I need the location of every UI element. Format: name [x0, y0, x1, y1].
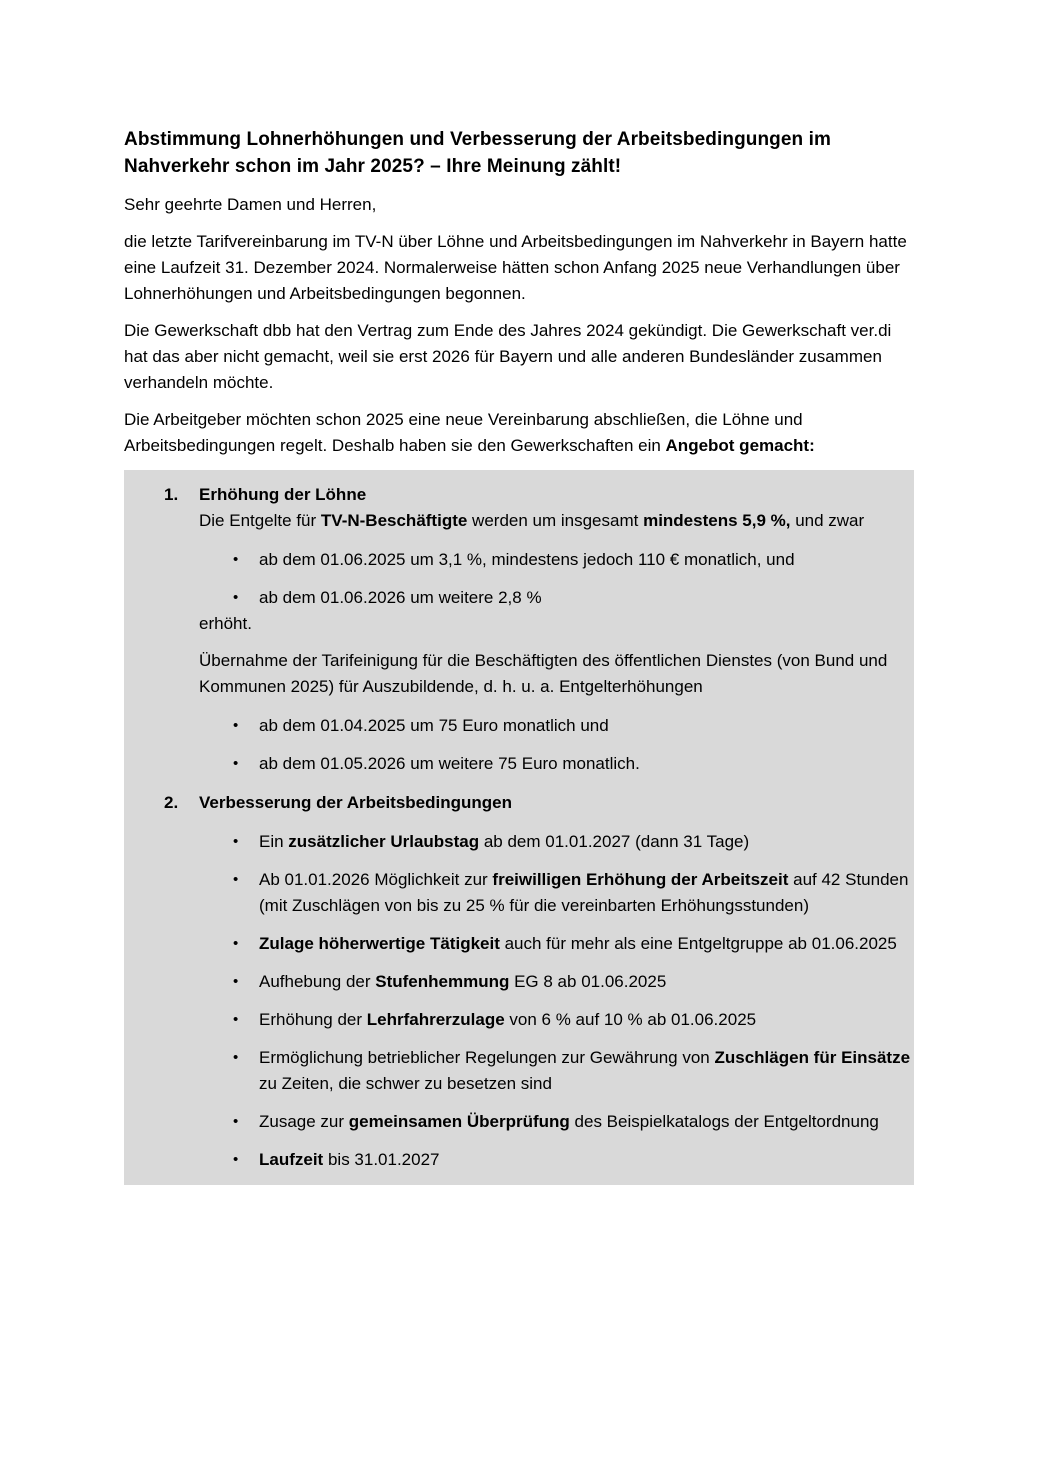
bullet-item — [233, 1147, 914, 1173]
offer-item-1-paragraph-tarifeinigung: Übernahme der Tarifeinigung für die Beschäftigten des öffentlichen Dienstes (von Bund und Kommunen 2025) für Auszubildende, d. h. u. a. Entgelterhöhungen — [199, 651, 888, 696]
bullet-item — [233, 585, 914, 611]
bullet-text: Zulage höherwertige Tätigkeit auch für mehr als eine Entgeltgruppe ab 01.06.2025 — [259, 934, 897, 953]
offer-item-2-body — [199, 790, 914, 1173]
bullet-text: Laufzeit bis 31.01.2027 — [259, 1150, 440, 1169]
bullet-text: ab dem 01.06.2026 um weitere 2,8 % — [259, 588, 542, 607]
bullet-item — [233, 1109, 914, 1135]
offer-item-1-bullet-list-a — [199, 547, 914, 611]
bullet-item — [233, 829, 914, 855]
bullet-icon: • — [233, 935, 239, 952]
offer-item-1-number: 1. — [164, 485, 179, 504]
greeting-line: Sehr geehrte Damen und Herren, — [124, 195, 377, 214]
bullet-item — [233, 547, 914, 573]
bullet-icon: • — [233, 1151, 239, 1168]
bullet-text: Ein zusätzlicher Urlaubstag ab dem 01.01.2027 (dann 31 Tage) — [259, 832, 750, 851]
offer-item-2 — [164, 790, 914, 1173]
bullet-text: Zusage zur gemeinsamen Überprüfung des Beispielkatalogs der Entgeltordnung — [259, 1112, 879, 1131]
bullet-text: Ab 01.01.2026 Möglichkeit zur freiwilligen Erhöhung der Arbeitszeit auf 42 Stunden (mit Zuschlägen von bis zu 25 % für die vereinbarten Erhöhungsstunden) — [259, 870, 909, 915]
bullet-icon: • — [233, 833, 239, 850]
bullet-text: ab dem 01.05.2026 um weitere 75 Euro monatlich. — [259, 754, 640, 773]
offer-item-1-outro: erhöht. — [199, 614, 252, 633]
offer-item-1 — [164, 482, 914, 777]
bullet-icon: • — [233, 1113, 239, 1130]
bullet-icon: • — [233, 871, 239, 888]
offer-item-2-number: 2. — [164, 793, 179, 812]
offer-box — [124, 470, 914, 1185]
paragraph-arbeitgeber-angebot: Die Arbeitgeber möchten schon 2025 eine neue Vereinbarung abschließen, die Löhne und Arbeitsbedingungen regelt. Deshalb haben sie den Gewerkschaften ein Angebot gemacht: — [124, 410, 815, 455]
bullet-item — [233, 713, 914, 739]
offer-item-1-heading: Erhöhung der Löhne — [199, 485, 367, 504]
document-title: Abstimmung Lohnerhöhungen und Verbesserung der Arbeitsbedingungen im Nahverkehr schon im Jahr 2025? – Ihre Meinung zählt! — [124, 129, 832, 177]
bullet-icon: • — [233, 1011, 239, 1028]
document-content — [124, 0, 914, 1185]
offer-item-2-heading: Verbesserung der Arbeitsbedingungen — [199, 793, 512, 812]
bullet-item — [233, 931, 914, 957]
bullet-icon: • — [233, 755, 239, 772]
bullet-text: Aufhebung der Stufenhemmung EG 8 ab 01.06.2025 — [259, 972, 667, 991]
bullet-item — [233, 969, 914, 995]
bullet-item — [233, 867, 914, 919]
paragraph-gewerkschaften: Die Gewerkschaft dbb hat den Vertrag zum Ende des Jahres 2024 gekündigt. Die Gewerkschaft ver.di hat das aber nicht gemacht, weil sie erst 2026 für Bayern und alle anderen Bundesländer zusammen verhandeln möchte. — [124, 321, 892, 392]
offer-item-1-bullet-list-b — [199, 713, 914, 777]
bullet-item — [233, 751, 914, 777]
bullet-item — [233, 1007, 914, 1033]
bullet-icon: • — [233, 717, 239, 734]
bullet-icon: • — [233, 1049, 239, 1066]
offer-item-1-body — [199, 482, 914, 777]
bullet-text: ab dem 01.04.2025 um 75 Euro monatlich und — [259, 716, 609, 735]
bullet-icon: • — [233, 589, 239, 606]
bullet-icon: • — [233, 551, 239, 568]
bullet-text: ab dem 01.06.2025 um 3,1 %, mindestens jedoch 110 € monatlich, und — [259, 550, 795, 569]
bullet-text: Erhöhung der Lehrfahrerzulage von 6 % auf 10 % ab 01.06.2025 — [259, 1010, 757, 1029]
bullet-item — [233, 1045, 914, 1097]
offer-item-2-bullet-list — [199, 829, 914, 1173]
bullet-text: Ermöglichung betrieblicher Regelungen zur Gewährung von Zuschlägen für Einsätze zu Zeiten, die schwer zu besetzen sind — [259, 1048, 911, 1093]
offer-item-1-intro: Die Entgelte für TV-N-Beschäftigte werden um insgesamt mindestens 5,9 %, und zwar — [199, 511, 865, 530]
paragraph-tarifvereinbarung: die letzte Tarifvereinbarung im TV-N über Löhne und Arbeitsbedingungen im Nahverkehr in Bayern hatte eine Laufzeit 31. Dezember 2024. Normalerweise hätten schon Anfang 2025 neue Verhandlungen über Lohnerhöhungen und Arbeitsbedingungen begonnen. — [124, 232, 907, 303]
bullet-icon: • — [233, 973, 239, 990]
